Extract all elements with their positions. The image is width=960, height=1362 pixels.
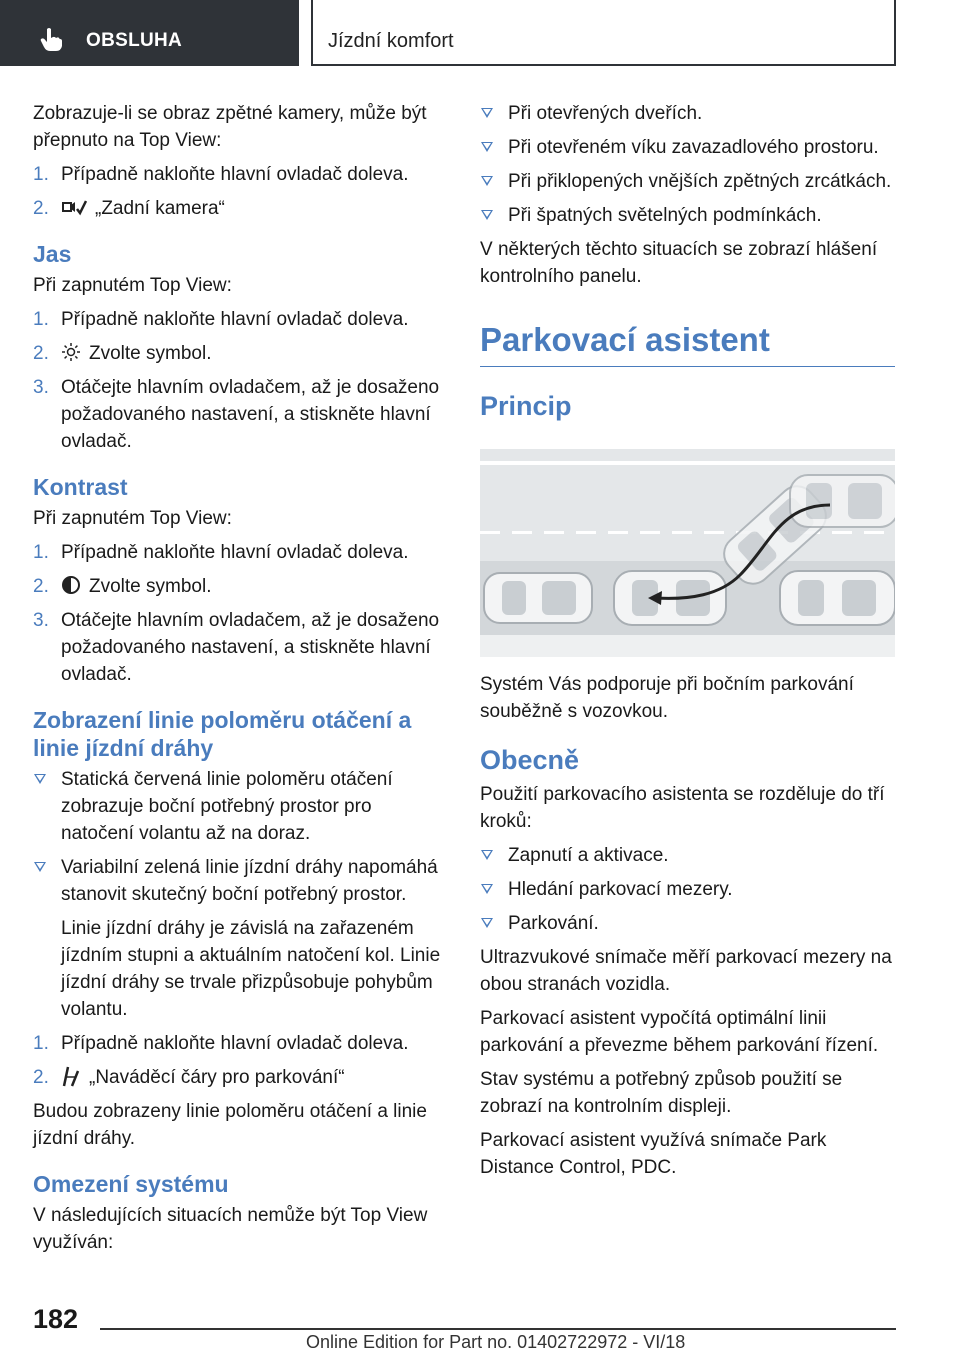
step-number: 2. — [33, 576, 49, 597]
list-item — [480, 134, 895, 161]
section-lead: Použití parkovacího asistenta se rozděluje do tří kroků: — [480, 784, 885, 832]
intro-paragraph: Zobrazuje-li se obraz zpětné kamery, může být přepnuto na Top View: — [33, 103, 427, 151]
paragraph: Ultrazvukové snímače měří parkovací mezery na obou stranách vozidla. — [480, 947, 892, 995]
chapter-title: Jízdní komfort — [328, 30, 454, 52]
list-item — [33, 161, 445, 188]
linie-bullets — [33, 766, 445, 908]
bullet-text: Při otevřeném víku zavazadlového prostoru. — [508, 137, 879, 158]
section-lead: Při zapnutém Top View: — [33, 275, 232, 296]
page-number: 182 — [33, 1304, 79, 1334]
chapter-title-box — [311, 0, 896, 66]
brightness-icon — [61, 342, 81, 362]
step-text: Otáčejte hlavním ovladačem, až je dosaženo požadovaného nastavení, a stiskněte hlavní ovladač. — [61, 377, 440, 452]
section-heading-princip: Princip — [480, 391, 572, 421]
list-item — [480, 202, 895, 229]
section-heading-omezeni: Omezení systému — [33, 1171, 229, 1197]
paragraph: Parkovací asistent využívá snímače Park Distance Control, PDC. — [480, 1130, 827, 1178]
list-item — [33, 195, 445, 222]
intro-steps — [33, 161, 445, 222]
triangle-bullet-icon — [481, 918, 493, 928]
bullet-text: Zapnutí a aktivace. — [508, 845, 669, 866]
step-number: 2. — [33, 1067, 49, 1088]
step-text: Případně nakloňte hlavní ovladač doleva. — [61, 1033, 409, 1054]
hand-pointer-icon — [40, 27, 62, 51]
step-number: 1. — [33, 1033, 49, 1054]
step-number: 2. — [33, 343, 49, 364]
section-tab-label: OBSLUHA — [86, 30, 183, 51]
step-number: 3. — [33, 377, 49, 398]
list-item — [33, 573, 445, 600]
bullet-text: Při přiklopených vnějších zpětných zrcátkách. — [508, 171, 892, 192]
right-column — [480, 100, 895, 1188]
list-item — [33, 374, 445, 455]
triangle-bullet-icon — [34, 774, 46, 784]
parking-guide-lines-icon — [61, 1065, 81, 1087]
triangle-bullet-icon — [481, 176, 493, 186]
step-number: 1. — [33, 542, 49, 563]
closing-paragraph: Budou zobrazeny linie poloměru otáčení a linie jízdní dráhy. — [33, 1101, 427, 1149]
bullet-text: Parkování. — [508, 913, 599, 934]
bullet-text: Při špatných světelných podmínkách. — [508, 205, 822, 226]
list-item — [33, 854, 445, 908]
step-number: 2. — [33, 198, 49, 219]
step-text: Případně nakloňte hlavní ovladač doleva. — [61, 164, 409, 185]
list-item — [480, 876, 895, 903]
step-text: Případně nakloňte hlavní ovladač doleva. — [61, 309, 409, 330]
section-lead: V následujících situacích nemůže být Top View využíván: — [33, 1205, 428, 1253]
linie-steps — [33, 1030, 445, 1091]
triangle-bullet-icon — [34, 862, 46, 872]
page-header — [0, 0, 960, 66]
list-item — [33, 539, 445, 566]
parked-car-right — [780, 571, 895, 625]
step-number: 1. — [33, 164, 49, 185]
step-number: 1. — [33, 309, 49, 330]
paragraph: Parkovací asistent vypočítá optimální linii parkování a převezme během parkování řízení. — [480, 1008, 879, 1056]
list-item — [33, 306, 445, 333]
section-heading-kontrast: Kontrast — [33, 474, 128, 500]
bullet-text: Variabilní zelená linie jízdní dráhy napomáhá stanovit skutečný boční potřebný prostor. — [61, 857, 438, 905]
step-text: „Zadní kamera“ — [95, 198, 225, 219]
bullet-text: Statická červená linie poloměru otáčení zobrazuje boční potřebný prostor pro natočení volantu až na doraz. — [61, 769, 393, 844]
kontrast-steps — [33, 539, 445, 688]
princip-caption: Systém Vás podporuje při bočním parkování souběžně s vozovkou. — [480, 674, 854, 722]
main-heading: Parkovací asistent — [480, 320, 895, 367]
triangle-bullet-icon — [481, 850, 493, 860]
triangle-bullet-icon — [481, 142, 493, 152]
list-item — [33, 607, 445, 688]
section-tab — [0, 0, 299, 66]
list-item — [480, 168, 895, 195]
step-text: Případně nakloňte hlavní ovladač doleva. — [61, 542, 409, 563]
list-item — [33, 1030, 445, 1057]
triangle-bullet-icon — [481, 108, 493, 118]
list-item — [480, 842, 895, 869]
list-item — [33, 340, 445, 367]
section-heading-obecne: Obecně — [480, 745, 580, 775]
omezeni-bullets — [480, 100, 895, 229]
step-text: Zvolte symbol. — [89, 343, 212, 364]
page-footer — [0, 1290, 960, 1362]
parking-illustration — [480, 435, 895, 657]
jas-steps — [33, 306, 445, 455]
left-column — [33, 100, 445, 1263]
section-heading-jas: Jas — [33, 241, 72, 267]
parking-diagram — [480, 435, 895, 657]
step-text: Otáčejte hlavním ovladačem, až je dosaženo požadovaného nastavení, a stiskněte hlavní ovladač. — [61, 610, 440, 685]
rear-camera-icon — [61, 197, 87, 217]
step-text: „Naváděcí čáry pro parkování“ — [89, 1067, 345, 1088]
paragraph: Stav systému a potřebný způsob použití se zobrazí na kontrolním displeji. — [480, 1069, 843, 1117]
indented-paragraph: Linie jízdní dráhy je závislá na zařazeném jízdním stupni a aktuálním natočení kol. Linie jízdní dráhy se trvale přizpůsobuje pohybům volantu. — [61, 918, 441, 1020]
obecne-bullets — [480, 842, 895, 937]
triangle-bullet-icon — [481, 210, 493, 220]
bullet-text: Při otevřených dveřích. — [508, 103, 703, 124]
list-item — [480, 910, 895, 937]
list-item — [480, 100, 895, 127]
edition-text: Online Edition for Part no. 01402722972 - VI/18 — [306, 1332, 686, 1352]
maneuvering-car-top — [790, 475, 895, 527]
section-lead: Při zapnutém Top View: — [33, 508, 232, 529]
step-number: 3. — [33, 610, 49, 631]
contrast-icon — [61, 575, 81, 595]
omezeni-note: V některých těchto situacích se zobrazí hlášení kontrolního panelu. — [480, 239, 878, 287]
list-item — [33, 1064, 445, 1091]
bullet-text: Hledání parkovací mezery. — [508, 879, 733, 900]
triangle-bullet-icon — [481, 884, 493, 894]
step-text: Zvolte symbol. — [89, 576, 212, 597]
list-item — [33, 766, 445, 847]
section-heading-linie: Zobrazení linie poloměru otáčení a linie jízdní dráhy — [33, 707, 412, 761]
parked-car-left — [484, 573, 592, 623]
footer-divider — [100, 1328, 896, 1330]
